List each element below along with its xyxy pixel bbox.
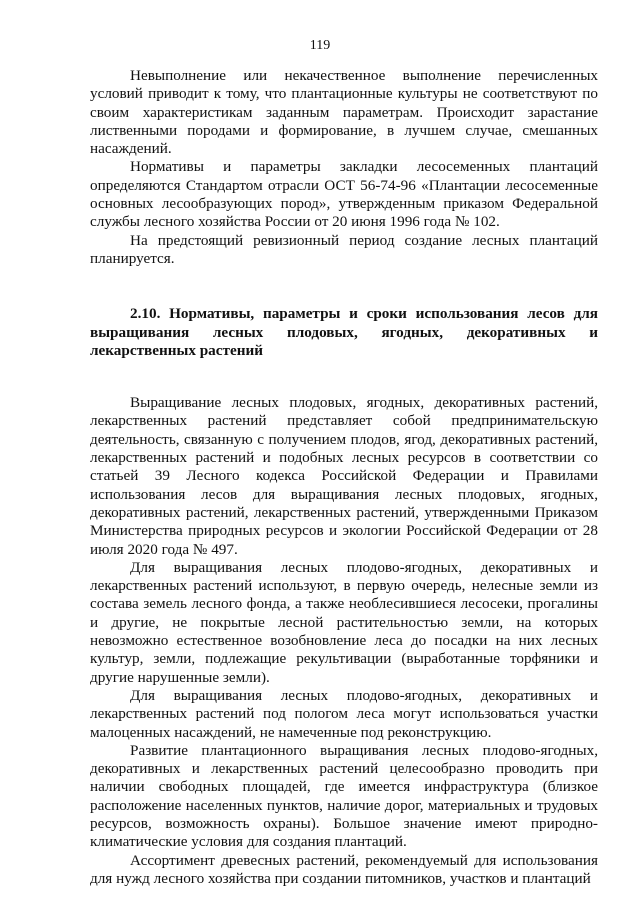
paragraph-norms-seed-plantations: Нормативы и параметры закладки лесосеменных плантаций определяются Стандартом отрасли ОСТ 56-74-96 «Плантации лесосеменные основных лесообразующих пород», утвержденным приказом Федеральной службы лесного хозяйства России от 20 июня 1996 года № 102. xyxy=(90,158,598,231)
page-number: 119 xyxy=(309,38,331,53)
paragraph-land-usage: Для выращивания лесных плодово-ягодных, декоративных и лекарственных растений используют, в первую очередь, нелесные земли из состава земель лесного фонда, а также необлесившиеся лесосеки, прогалины и другие, не покрытые лесной растительностью земли, на которых невозможно естественное возобновление леса до посадки на них лесных культур, земли, подлежащие рекультивации (выработанные торфяники и другие нарушенные земли). xyxy=(90,558,598,686)
paragraph-under-canopy: Для выращивания лесных плодово-ягодных, декоративных и лекарственных растений под пологом леса могут использоваться участки малоценных насаждений, не намеченные под реконструкцию. xyxy=(90,686,598,741)
paragraph-cultivation-definition: Выращивание лесных плодовых, ягодных, декоративных растений, лекарственных растений представляет собой предпринимательскую деятельность, связанную с получением плодов, ягод, декоративных растений, лекарственных растений и подобных лесных ресурсов в соответствии со статьей 39 Лесного кодекса Российской Федерации и Правилами использования лесов для выращивания лесных плодовых, ягодных, декоративных растений, лекарственных растений, утвержденными Приказом Министерства природных ресурсов и экологии Российской Федерации от 28 июля 2020 года № 497. xyxy=(90,394,598,558)
section-heading: 2.10. Нормативы, параметры и сроки использования лесов для выращивания лесных плодовых, ягодных, декоративных и лекарственных растений xyxy=(90,305,598,359)
paragraph-assortment: Ассортимент древесных растений, рекомендуемый для использования для нужд лесного хозяйства при создании питомников, участков и плантаций xyxy=(90,851,598,887)
paragraph-plantation-development: Развитие плантационного выращивания лесных плодово-ягодных, декоративных и лекарственных растений целесообразно проводить при наличии свободных площадей, где имеется инфраструктура (близкое расположение населенных пунктов, наличие дорог, материальных и трудовых ресурсов, возможность охраны). Большое значение имеют природно-климатические условия для создания плантаций. xyxy=(90,741,598,851)
paragraph-unfulfilled-conditions: Невыполнение или некачественное выполнение перечисленных условий приводит к тому, что плантационные культуры не соответствуют по своим характеристикам заданным параметрам. Происходит зарастание лиственными породами и формирование, в лучшем случае, смешанных насаждений. xyxy=(90,67,598,158)
page-body xyxy=(90,67,598,888)
paragraph-planned-plantations: На предстоящий ревизионный период создание лесных плантаций планируется. xyxy=(90,231,598,267)
